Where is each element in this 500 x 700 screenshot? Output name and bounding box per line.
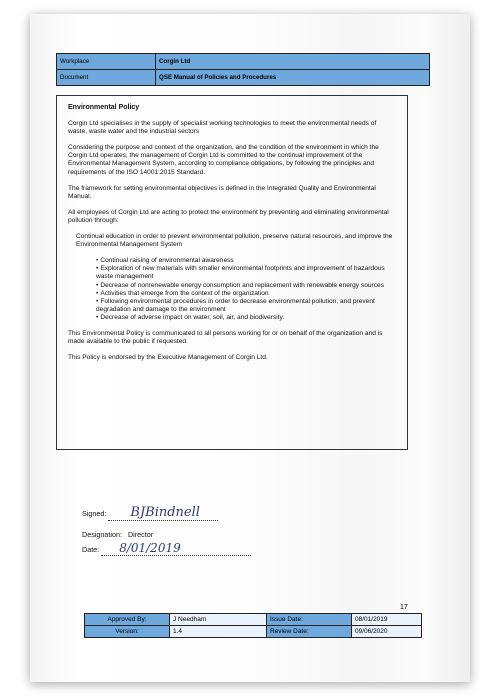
footer-row-1	[85, 614, 422, 626]
footer-table	[84, 613, 422, 638]
signed-label: Signed:	[82, 509, 107, 518]
list-item: • Exploration of new materials with smaller environmental footprints and improvement of hazardous waste management	[96, 265, 385, 281]
designation-row	[82, 530, 153, 539]
issue-date-label: Issue Date:	[267, 614, 352, 626]
designation-value: Director	[127, 530, 154, 539]
designation-label: Designation:	[82, 530, 122, 539]
policy-box	[56, 95, 408, 450]
issue-date-value: 08/01/2019	[352, 614, 422, 626]
document-value: QSE Manual of Policies and Procedures	[156, 70, 430, 86]
version-label: Version:	[85, 626, 170, 638]
header-table	[56, 53, 430, 86]
version-value: 1.4	[170, 626, 267, 638]
policy-paragraph-7: This Policy is endorsed by the Executive Management of Corgin Ltd.	[68, 354, 268, 362]
policy-paragraph-2: Considering the purpose and context of the organization, and the condition of the environment in which the Corgin Ltd operates, the management of Corgin Ltd is committed to the continual improvement of the Environmental Management System, according to compliance obligations, by following the principles and requirements of the ISO 14001:2015 Standard.	[68, 144, 379, 176]
review-date-label: Review Date:	[267, 626, 352, 638]
date-label: Date:	[82, 545, 100, 554]
handwritten-date: 8/01/2019	[119, 541, 181, 555]
policy-paragraph-4: All employees of Corgin Ltd are acting to protect the environment by preventing and eliminating environmental pollution through:	[68, 208, 389, 224]
policy-bullet-list	[96, 257, 396, 322]
list-item: • Decrease of nonrenewable energy consumption and replacement with renewable energy sources	[96, 281, 385, 289]
policy-title: Environmental Policy	[68, 104, 140, 111]
header-row-document	[57, 70, 430, 86]
list-item: • Activities that emerge from the context of the organization	[96, 289, 269, 297]
workplace-value: Corgin Ltd	[156, 54, 430, 70]
signature: BJBindnell	[130, 505, 200, 520]
footer-row-2	[85, 626, 422, 638]
signed-row	[82, 505, 218, 521]
list-item: • Following environmental procedures in order to decrease environmental pollution, and prevent degradation and damage to the environment	[96, 297, 375, 313]
policy-paragraph-1: Corgin Ltd specialises in the supply of specialist working technologies to meet the environmental needs of waste, waste water and the industrial sectors	[68, 120, 377, 136]
list-item: • Decrease of adverse impact on water, soil, air, and biodiversity.	[96, 313, 285, 321]
review-date-value: 09/06/2020	[352, 626, 422, 638]
document-label: Document	[57, 70, 156, 86]
approved-by-label: Approved By:	[85, 614, 170, 626]
header-row-workplace	[57, 54, 430, 70]
date-row	[82, 541, 251, 556]
approved-by-value: J Needham	[170, 614, 267, 626]
policy-paragraph-6: This Environmental Policy is communicated to all persons working for or on behalf of the organization and is made available to the public if requested.	[68, 329, 383, 346]
policy-paragraph-5: Continual education in order to prevent environmental pollution, preserve natural resources, and improve the Environmental Management System	[76, 233, 393, 249]
page-number: 17	[400, 604, 408, 611]
policy-paragraph-3: The framework for setting environmental objectives is defined in the Integrated Quality and Environmental Manual.	[68, 184, 376, 200]
workplace-label: Workplace	[57, 54, 156, 70]
list-item: • Continual raising of environmental awareness	[96, 257, 234, 265]
